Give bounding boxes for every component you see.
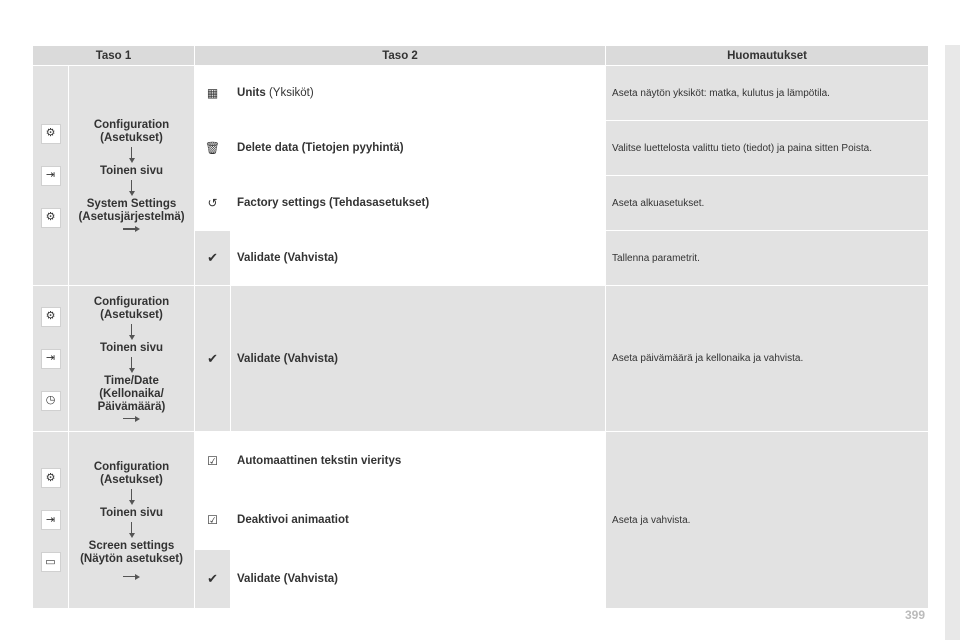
validate-label: Validate (Vahvista) [231,286,606,432]
factory-settings-label: Factory settings (Tehdasasetukset) [231,176,606,231]
arrow-down-icon [129,522,135,538]
clock-icon: ◷ [41,391,61,411]
table-row [33,432,929,491]
delete-data-note: Valitse luettelosta valittu tieto (tiedot) ja paina sitten Poista. [606,121,929,176]
units-label [231,66,606,121]
page-arrow-icon: ⇥ [41,510,61,530]
group2-level1 [69,286,195,432]
screen-settings-note: Aseta ja vahvista. [606,432,929,609]
header-level2: Taso 2 [195,46,606,66]
header-level1: Taso 1 [33,46,195,66]
units-label-main: Units [237,87,266,99]
checkbox-icon: ☑ [195,432,231,491]
arrow-down-icon [129,489,135,505]
time-date-note: Aseta päivämäärä ja kellonaika ja vahvista. [606,286,929,432]
header-notes: Huomautukset [606,46,929,66]
arrow-right-icon [123,574,140,580]
units-note: Aseta näytön yksiköt: matka, kulutus ja lämpötila. [606,66,929,121]
arrow-right-icon [123,226,140,232]
group2-config-label: Configuration (Asetukset) [93,295,170,321]
system-gear-icon: ⚙ [41,208,61,228]
auto-scroll-label: Automaattinen tekstin vieritys [231,432,606,491]
checkmark-icon: ✔ [195,550,231,609]
page-number: 399 [905,608,926,622]
validate-note: Tallenna parametrit. [606,231,929,286]
units-icon: ▦ [195,66,231,121]
factory-reset-icon: ↺ [195,176,231,231]
settings-table-frame [32,45,928,608]
group3-level1 [69,432,195,609]
group3-target-label: Screen settings (Näytön asetukset) [80,539,183,565]
checkmark-icon: ✔ [195,231,231,286]
validate-label: Validate (Vahvista) [231,550,606,609]
group2-page-label: Toinen sivu [99,341,164,354]
group1-level1 [69,66,195,286]
group2-icon-column [33,286,69,432]
arrow-down-icon [129,180,135,196]
units-label-paren: (Yksiköt) [268,87,314,99]
table-row [33,286,929,432]
table-row [33,66,929,121]
group1-icon-column [33,66,69,286]
arrow-down-icon [129,147,135,163]
arrow-down-icon [129,324,135,340]
group3-page-label: Toinen sivu [99,506,164,519]
delete-data-label: Delete data (Tietojen pyyhintä) [231,121,606,176]
screen-icon: ▭ [41,552,61,572]
group2-target-label: Time/Date (Kellonaika/ Päivämäärä) [97,374,166,413]
arrow-right-icon [123,416,140,422]
disable-animations-label: Deaktivoi animaatiot [231,491,606,550]
trash-icon: 🗑 [195,121,231,176]
checkmark-icon: ✔ [195,286,231,432]
checkbox-icon: ☑ [195,491,231,550]
settings-table [32,45,929,609]
factory-settings-note: Aseta alkuasetukset. [606,176,929,231]
arrow-down-icon [129,357,135,373]
page-arrow-icon: ⇥ [41,349,61,369]
gear-icon: ⚙ [41,124,61,144]
page-edge-bar [945,45,960,640]
group3-config-label: Configuration (Asetukset) [93,460,170,486]
page-arrow-icon: ⇥ [41,166,61,186]
validate-label: Validate (Vahvista) [231,231,606,286]
group1-target-label: System Settings (Asetusjärjestelmä) [78,198,185,223]
gear-icon: ⚙ [41,468,61,488]
gear-icon: ⚙ [41,307,61,327]
group3-icon-column [33,432,69,609]
group1-page-label: Toinen sivu [99,165,164,177]
group1-config-label: Configuration (Asetukset) [93,119,170,144]
header-row [33,46,929,66]
